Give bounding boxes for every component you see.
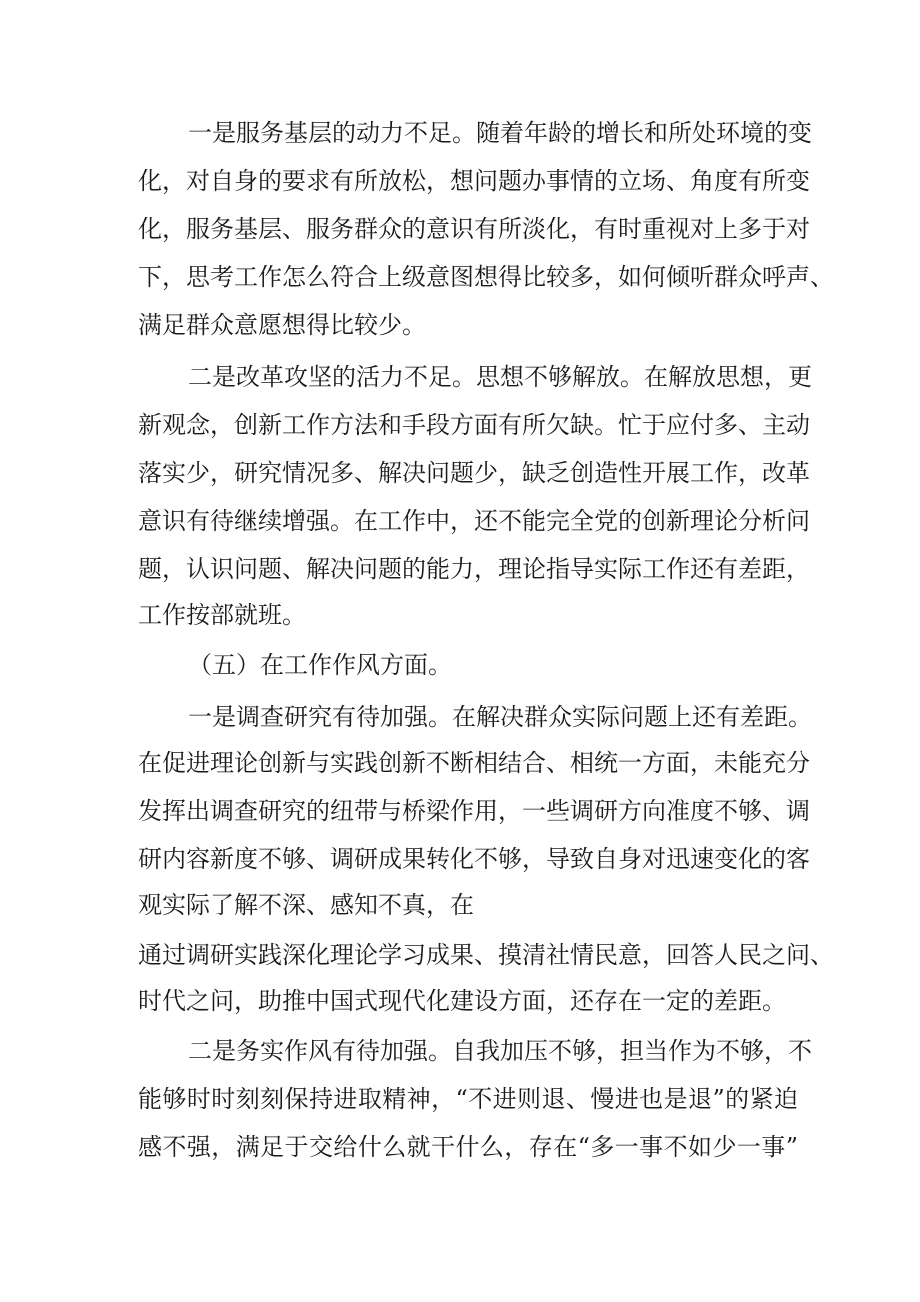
paragraph-3-line-1: 一是调查研究有待加强。在解决群众实际问题上还有差距。 xyxy=(188,703,812,731)
paragraph-3-line-5: 观实际了解不深、感知不真，在 xyxy=(138,891,474,919)
paragraph-4-line-1: 通过调研实践深化理论学习成果、摸清社情民意，回答人民之问、 xyxy=(138,941,834,969)
paragraph-2-line-5: 题，认识问题、解决问题的能力，理论指导实际工作还有差距， xyxy=(138,555,810,583)
paragraph-1-line-1: 一是服务基层的动力不足。随着年龄的增长和所处环境的变 xyxy=(188,119,812,147)
paragraph-4-line-2: 时代之问，助推中国式现代化建设方面，还存在一定的差距。 xyxy=(138,987,786,1015)
paragraph-3-line-2: 在促进理论创新与实践创新不断相结合、相统一方面，未能充分 xyxy=(138,749,810,777)
paragraph-5-line-2: 能够时时刻刻保持进取精神，“不进则退、慢进也是退”的紧迫 xyxy=(138,1085,798,1113)
section-heading: （五）在工作作风方面。 xyxy=(188,651,452,679)
paragraph-1-line-5: 满足群众意愿想得比较少。 xyxy=(138,311,426,339)
paragraph-2-line-3: 落实少，研究情况多、解决问题少，缺乏创造性开展工作，改革 xyxy=(138,459,810,487)
paragraph-2-line-2: 新观念，创新工作方法和手段方面有所欠缺。忙于应付多、主动 xyxy=(138,411,810,439)
paragraph-1-line-4: 下，思考工作怎么符合上级意图想得比较多，如何倾听群众呼声、 xyxy=(138,263,834,291)
paragraph-2-line-4: 意识有待继续增强。在工作中，还不能完全党的创新理论分析问 xyxy=(138,507,810,535)
paragraph-2-line-6: 工作按部就班。 xyxy=(138,601,306,629)
paragraph-2-line-1: 二是改革攻坚的活力不足。思想不够解放。在解放思想，更 xyxy=(188,363,812,391)
paragraph-1-line-2: 化，对自身的要求有所放松，想问题办事情的立场、角度有所变 xyxy=(138,167,810,195)
paragraph-3-line-4: 研内容新度不够、调研成果转化不够，导致自身对迅速变化的客 xyxy=(138,845,810,873)
paragraph-5-line-1: 二是务实作风有待加强。自我加压不够，担当作为不够，不 xyxy=(188,1037,812,1065)
paragraph-1-line-3: 化，服务基层、服务群众的意识有所淡化，有时重视对上多于对 xyxy=(138,215,810,243)
paragraph-3-line-3: 发挥出调查研究的纽带与桥梁作用，一些调研方向准度不够、调 xyxy=(138,797,810,825)
paragraph-5-line-3: 感不强，满足于交给什么就干什么，存在“多一事不如少一事” xyxy=(138,1133,798,1161)
